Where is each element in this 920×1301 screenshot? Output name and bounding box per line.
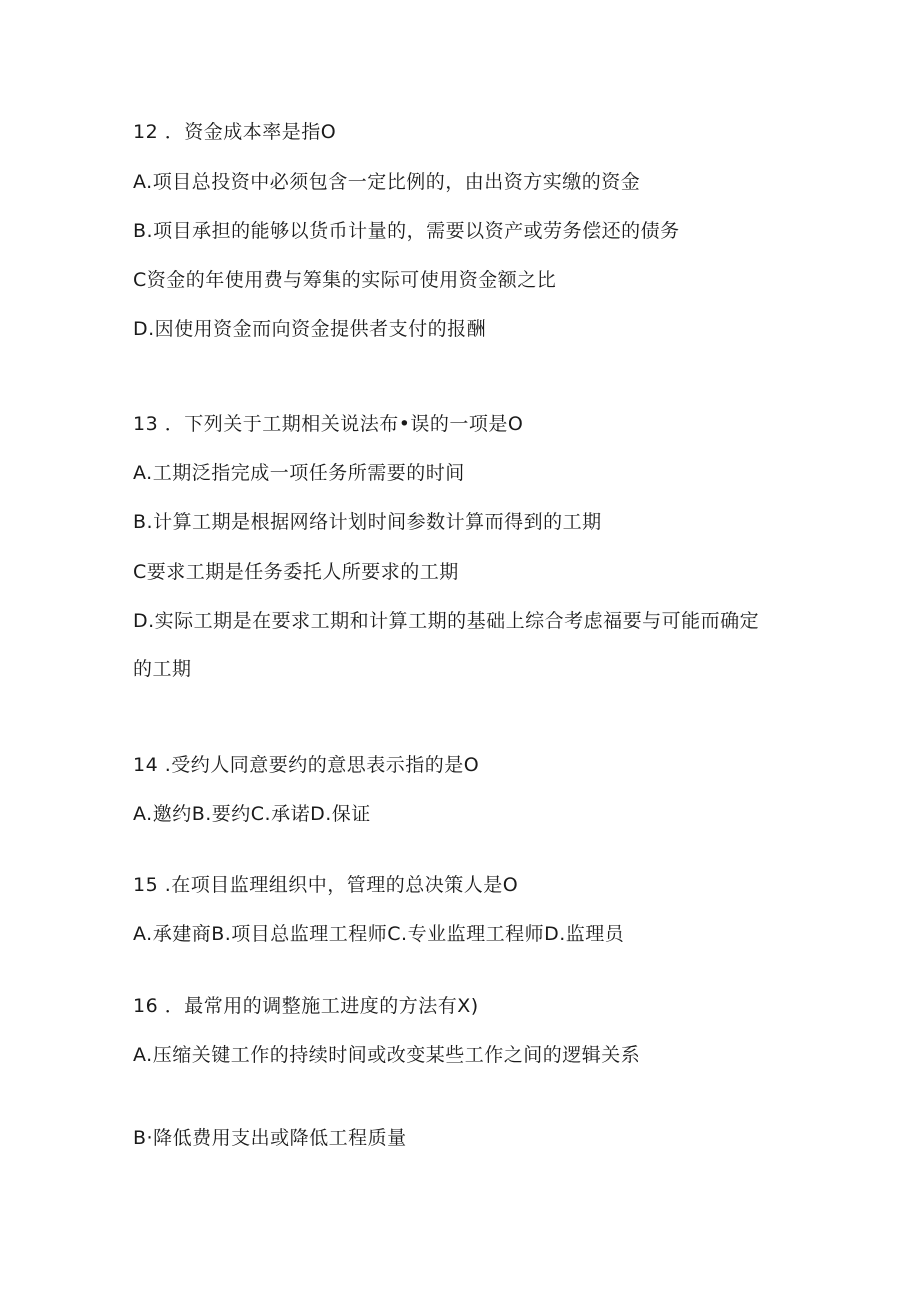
question-13-option-b: B.计算工期是根据网络计划时间参数计算而得到的工期 — [133, 511, 602, 533]
question-15-options: A.承建商B.项目总监理工程师C.专业监理工程师D.监理员 — [133, 923, 625, 945]
question-13-option-c: C要求工期是任务委托人所要求的工期 — [133, 561, 459, 583]
question-14-options: A.邀约B.要约C.承诺D.保证 — [133, 803, 371, 825]
question-15-stem: 15 .在项目监理组织中，管理的总决策人是O — [133, 874, 519, 896]
question-16-option-a: A.压缩关键工作的持续时间或改变某些工作之间的逻辑关系 — [133, 1044, 641, 1066]
question-13-stem: 13 ．下列关于工期相关说法布•误的一项是O — [133, 413, 524, 435]
question-13-option-d-continued: 的工期 — [133, 658, 192, 680]
question-12-stem: 12 ．资金成本率是指O — [133, 121, 337, 143]
question-12-option-d: D.因使用资金而向资金提供者支付的报酬 — [133, 318, 487, 340]
question-16-stem: 16 ．最常用的调整施工进度的方法有X) — [133, 995, 479, 1017]
question-12-option-a: A.项目总投资中必须包含一定比例的，由出资方实缴的资金 — [133, 171, 641, 193]
question-12-option-b: B.项目承担的能够以货币计量的，需要以资产或劳务偿还的债务 — [133, 220, 680, 242]
question-14-stem: 14 .受约人同意要约的意思表示指的是O — [133, 754, 480, 776]
question-12-option-c: C资金的年使用费与筹集的实际可使用资金额之比 — [133, 269, 557, 291]
question-16-option-b: B·降低费用支出或降低工程质量 — [133, 1127, 407, 1149]
question-13-option-d: D.实际工期是在要求工期和计算工期的基础上综合考虑福要与可能而确定 — [133, 610, 760, 632]
question-13-option-a: A.工期泛指完成一项任务所需要的时间 — [133, 462, 465, 484]
